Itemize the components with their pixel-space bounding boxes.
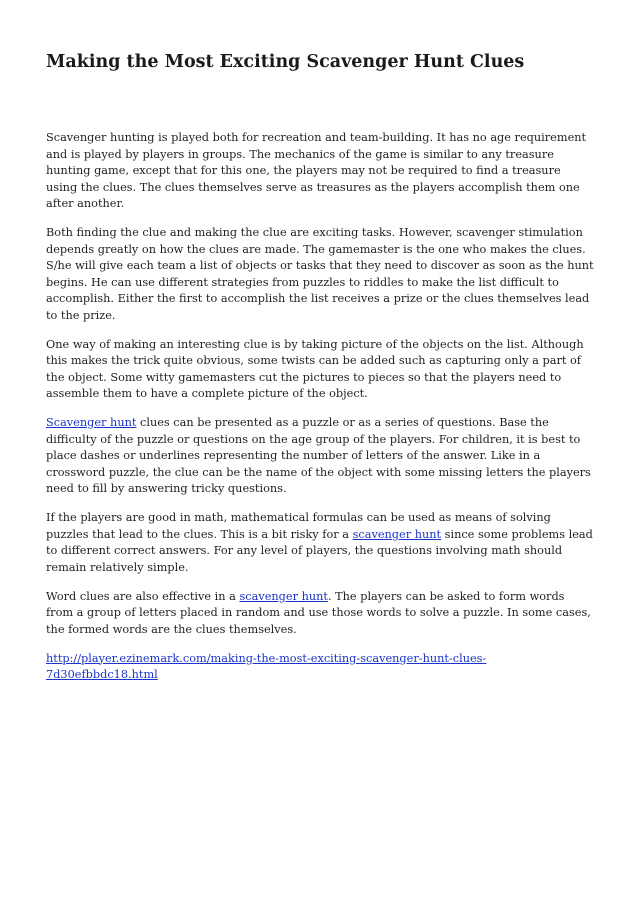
scavenger-hunt-link-3[interactable]: scavenger hunt xyxy=(239,589,328,603)
paragraph-6-text-before: Word clues are also effective in a xyxy=(46,589,240,603)
paragraph-2: Both finding the clue and making the clue are exciting tasks. However, scavenger stimulation depends greatly on how the clues are made. The gamemaster is the one who makes the clues. S/he will give each team a list of objects or tasks that they need to discover as soon as the hunt begins. He can use different strategies from puzzles to riddles to make the list difficult to accomplish. Either the first to accomplish the list receives a prize or the clues themselves lead to the prize. xyxy=(46,226,594,322)
source-paragraph xyxy=(46,651,594,684)
paragraph-4-text: clues can be presented as a puzzle or as a series of questions. Base the difficulty of the puzzle or questions on the age group of the players. For children, it is best to place dashes or underlines representing the number of letters of the answer. Like in a crossword puzzle, the clue can be the name of the object with some missing letters the players need to fill by answering tricky questions. xyxy=(46,416,591,495)
page-title: Making the Most Exciting Scavenger Hunt Clues xyxy=(46,52,525,72)
document-page xyxy=(46,50,594,684)
paragraph-5-text-after: since some problems lead to different correct answers. For any level of players, the questions involving math should remain relatively simple. xyxy=(46,527,593,574)
scavenger-hunt-link-1[interactable]: Scavenger hunt xyxy=(46,416,137,429)
source-url-link[interactable]: http://player.ezinemark.com/making-the-most-exciting-scavenger-hunt-clues-7d30efbbdc18.html xyxy=(46,651,487,681)
paragraph-3: One way of making an interesting clue is by taking picture of the objects on the list. Although this makes the trick quite obvious, some twists can be added such as capturing only a part of the object. Some witty gamemasters cut the pictures to pieces so that the players need to assemble them to have a complete picture of the object. xyxy=(46,337,584,400)
paragraph-5-text-before: If the players are good in math, mathematical formulas can be used as means of solving puzzles that lead to the clues. This is a bit risky for a xyxy=(46,511,551,541)
scavenger-hunt-link-2[interactable]: scavenger hunt xyxy=(352,527,442,541)
article-body xyxy=(46,130,594,684)
paragraph-1: Scavenger hunting is played both for recreation and team-building. It has no age requirement and is played by players in groups. The mechanics of the game is similar to any treasure hunting game, except that for this one, the players may not be required to find a treasure using the clues. The clues themselves serve as treasures as the players accomplish them one after another. xyxy=(46,131,587,210)
paragraph-5 xyxy=(46,510,594,576)
paragraph-6-text-after: . The players can be asked to form words from a group of letters placed in random and use those words to solve a puzzle. In some cases, the formed words are the clues themselves. xyxy=(46,589,591,636)
paragraph-6 xyxy=(46,589,594,639)
paragraph-4 xyxy=(46,415,594,498)
